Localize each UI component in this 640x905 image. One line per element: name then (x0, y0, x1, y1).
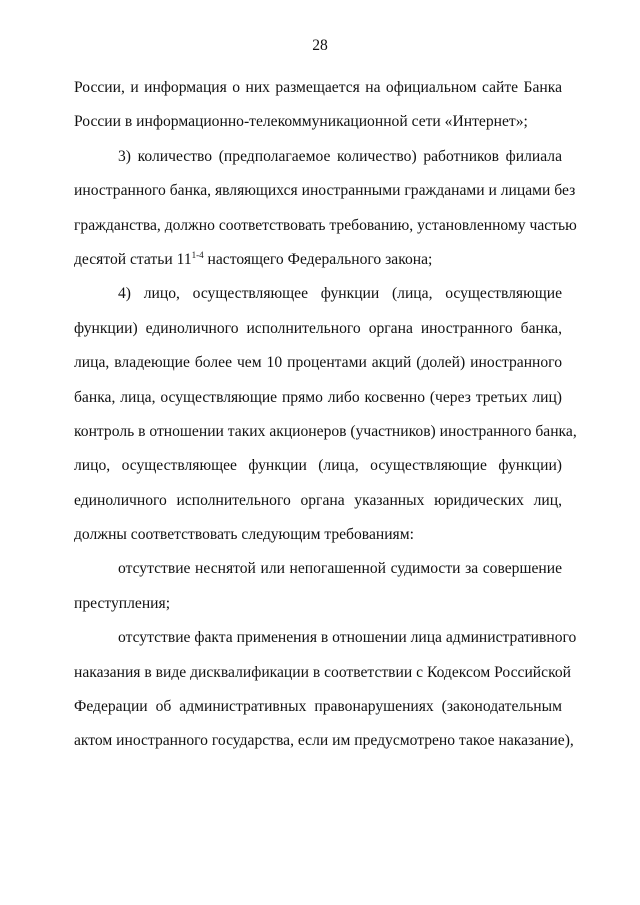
paragraph-line: банка, лица, осуществляющие прямо либо косвенно (через третьих лиц) (74, 388, 562, 406)
paragraph-line: лицо, осуществляющее функции (лица, осуществляющие функции) (74, 457, 562, 475)
paragraph-line: отсутствие неснятой или непогашенной судимости за совершение (118, 560, 562, 578)
paragraph-line: преступления; (74, 594, 171, 612)
paragraph-line: контроль в отношении таких акционеров (участников) иностранного банка, (74, 422, 577, 440)
paragraph-line: 4) лицо, осуществляющее функции (лица, осуществляющие (118, 285, 562, 303)
paragraph-line: иностранного банка, являющихся иностранными гражданами и лицами без (74, 182, 576, 200)
paragraph-line: лица, владеющие более чем 10 процентами акций (долей) иностранного (74, 354, 562, 372)
superscript: 1-4 (191, 249, 204, 260)
paragraph-line: актом иностранного государства, если им предусмотрено такое наказание), (74, 732, 574, 750)
paragraph-line: наказания в виде дисквалификации в соответствии с Кодексом Российской (74, 663, 571, 681)
paragraph-line: гражданства, должно соответствовать требованию, установленному частью (74, 216, 577, 234)
paragraph-line: 3) количество (предполагаемое количество) работников филиала (118, 147, 562, 165)
line-text: настоящего Федерального закона; (203, 250, 433, 268)
paragraph-line: единоличного исполнительного органа указанных юридических лиц, (74, 491, 562, 509)
document-body (74, 71, 577, 759)
paragraph-line (74, 243, 562, 277)
paragraph-line: отсутствие факта применения в отношении лица административного (118, 629, 577, 647)
paragraph-line: должны соответствовать следующим требованиям: (74, 526, 414, 544)
paragraph-line: России, и информация о них размещается на официальном сайте Банка (74, 79, 562, 96)
paragraph-line: Федерации об административных правонарушениях (законодательным (74, 698, 562, 716)
line-text: десятой статьи 11 (74, 250, 192, 268)
paragraph-line: функции) единоличного исполнительного органа иностранного банка, (74, 319, 562, 337)
page-number: 28 (312, 37, 328, 54)
paragraph-line: России в информационно-телекоммуникационной сети «Интернет»; (74, 113, 528, 131)
